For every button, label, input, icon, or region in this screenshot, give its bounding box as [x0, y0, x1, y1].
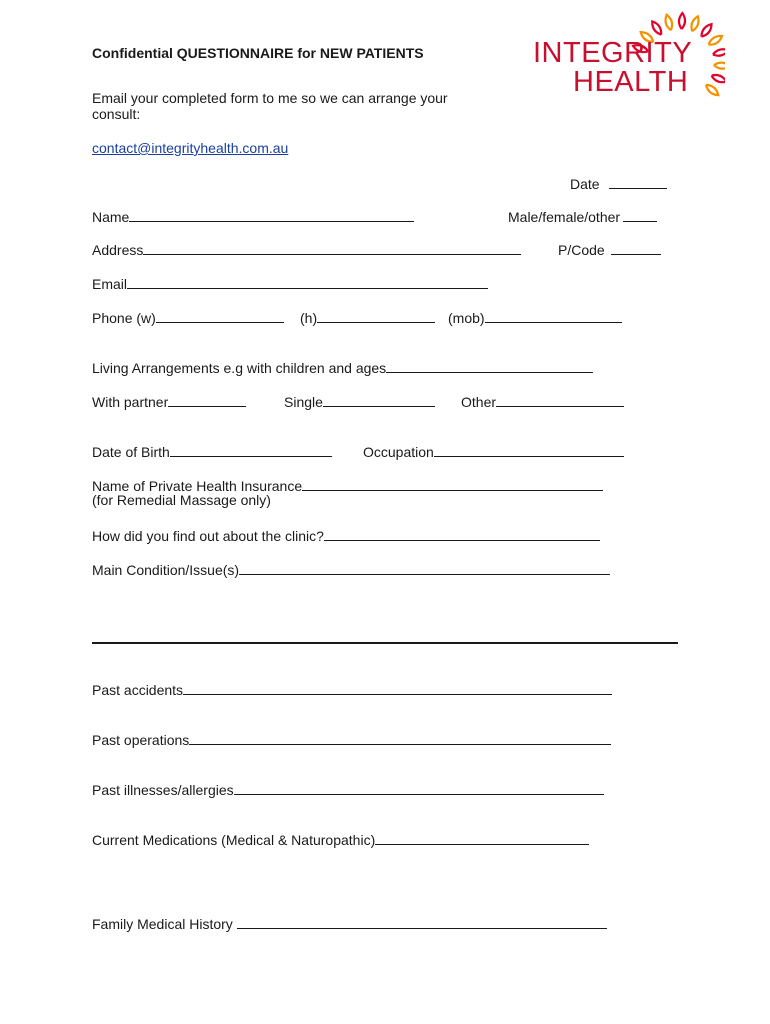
past-operations-label: Past operations [92, 732, 190, 748]
logo-petal [709, 36, 722, 45]
past-accidents-field[interactable] [92, 680, 612, 699]
with-partner-label: With partner [92, 394, 169, 410]
gender-field[interactable] [508, 207, 657, 226]
date-blank[interactable] [609, 174, 667, 189]
past-operations-blank[interactable] [189, 730, 611, 745]
referral-label: How did you find out about the clinic? [92, 528, 324, 544]
main-condition-field[interactable] [92, 560, 610, 579]
logo-petal [691, 16, 698, 31]
phone-mobile-field[interactable] [448, 308, 622, 327]
instructions-line2: consult: [92, 106, 141, 122]
phone-mobile-label: (mob) [448, 310, 485, 326]
phone-home-blank[interactable] [317, 308, 435, 323]
logo-line1: INTEGRITY [533, 37, 693, 69]
past-accidents-blank[interactable] [183, 680, 612, 695]
family-history-blank[interactable] [237, 914, 607, 929]
logo-line2: HEALTH [573, 66, 689, 98]
phone-work-field[interactable] [92, 308, 284, 327]
instructions-line1: Email your completed form to me so we can arrange your [92, 90, 448, 106]
living-arrangements-label: Living Arrangements e.g with children and ages [92, 360, 387, 376]
name-blank[interactable] [129, 207, 414, 222]
phone-home-label: (h) [300, 310, 318, 326]
address-field[interactable] [92, 240, 521, 259]
phone-work-label: Phone (w) [92, 310, 156, 326]
other-field[interactable] [461, 392, 624, 411]
past-operations-field[interactable] [92, 730, 611, 749]
occupation-label: Occupation [363, 444, 434, 460]
current-medications-label: Current Medications (Medical & Naturopathic) [92, 832, 376, 848]
logo-petal [652, 21, 661, 34]
logo-petal [666, 15, 673, 30]
contact-email-link[interactable]: contact@integrityhealth.com.au [92, 140, 289, 156]
other-label: Other [461, 394, 497, 410]
integrity-health-logo [530, 5, 725, 100]
postcode-blank[interactable] [611, 240, 661, 255]
phone-mobile-blank[interactable] [485, 308, 622, 323]
past-accidents-label: Past accidents [92, 682, 184, 698]
date-of-birth-label: Date of Birth [92, 444, 170, 460]
occupation-field[interactable] [363, 442, 624, 461]
date-of-birth-field[interactable] [92, 442, 332, 461]
gender-label: Male/female/other [508, 209, 621, 225]
logo-petal [679, 13, 685, 29]
date-field[interactable] [570, 174, 667, 193]
form-title: Confidential QUESTIONNAIRE for NEW PATIENTS [92, 45, 424, 61]
gender-blank[interactable] [623, 207, 657, 222]
name-field[interactable] [92, 207, 414, 226]
insurance-label: Name of Private Health Insurance [92, 478, 303, 494]
family-history-label: Family Medical History [92, 916, 233, 932]
family-history-field[interactable] [92, 914, 607, 933]
with-partner-field[interactable] [92, 392, 246, 411]
insurance-blank[interactable] [302, 476, 603, 491]
past-illnesses-blank[interactable] [234, 780, 604, 795]
phone-work-blank[interactable] [156, 308, 284, 323]
living-arrangements-field[interactable] [92, 358, 593, 377]
main-condition-continuation-line[interactable] [92, 642, 678, 644]
referral-field[interactable] [92, 526, 600, 545]
with-partner-blank[interactable] [168, 392, 246, 407]
phone-home-field[interactable] [300, 308, 435, 327]
address-label: Address [92, 242, 144, 258]
living-arrangements-blank[interactable] [386, 358, 593, 373]
occupation-blank[interactable] [434, 442, 624, 457]
past-illnesses-field[interactable] [92, 780, 604, 799]
date-label: Date [570, 176, 600, 192]
email-label: Email [92, 276, 128, 292]
main-condition-label: Main Condition/Issue(s) [92, 562, 240, 578]
email-field[interactable] [92, 274, 488, 293]
other-blank[interactable] [496, 392, 624, 407]
postcode-label: P/Code [558, 242, 605, 258]
postcode-field[interactable] [558, 240, 661, 259]
current-medications-field[interactable] [92, 830, 589, 849]
single-field[interactable] [284, 392, 435, 411]
past-illnesses-label: Past illnesses/allergies [92, 782, 234, 798]
logo-petal [712, 75, 725, 82]
date-of-birth-blank[interactable] [170, 442, 332, 457]
current-medications-blank[interactable] [375, 830, 589, 845]
logo-petal [706, 85, 718, 95]
logo-petal [714, 63, 725, 69]
name-label: Name [92, 209, 130, 225]
main-condition-blank[interactable] [239, 560, 610, 575]
single-blank[interactable] [323, 392, 435, 407]
address-blank[interactable] [143, 240, 521, 255]
email-blank[interactable] [127, 274, 488, 289]
insurance-note: (for Remedial Massage only) [92, 492, 271, 508]
single-label: Single [284, 394, 323, 410]
logo-petal [713, 49, 725, 56]
referral-blank[interactable] [324, 526, 600, 541]
logo-petal [701, 24, 711, 36]
